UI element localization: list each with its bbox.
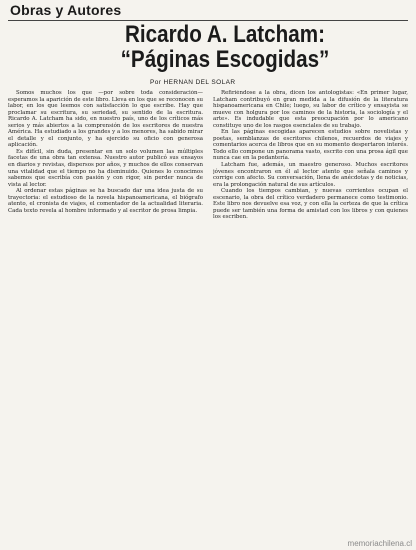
article-byline: Por HERNAN DEL SOLAR (150, 79, 236, 86)
paragraph: Es difícil, sin duda, presentar en un solo volumen las múltiples facetas de una obra tan extensa. Nuestro autor publicó sus ensayos en diarios y revistas, dispersos por años, y muchos de ellos conservan una vitalidad que el tiempo no ha disminuido. Quienes lo conocimos sabemos que escribía con pasión y con rigor, sin perder nunca de vista al lector. (8, 148, 203, 188)
column-right (213, 90, 408, 546)
headline-line-1: Ricardo A. Latcham: (125, 21, 325, 48)
section-label: Obras y Autores (10, 2, 122, 18)
paragraph: Latcham fue, además, un maestro generoso. Muchos escritores jóvenes encontraron en él al lector atento que señala caminos y corrige con afecto. Su conversación, llena de anécdotas y de noticias, era la prolongación natural de sus artículos. (213, 162, 408, 188)
source-watermark: memoriachilena.cl (347, 539, 412, 548)
column-left (8, 90, 203, 546)
paragraph: Cuando los tiempos cambian, y nuevas corrientes ocupan el escenario, la obra del crítico verdadero permanece como testimonio. Este libro nos devuelve esa voz, y con ella la certeza de que la crítica puede ser también una forma de amistad con los libros y con quienes los escriben. (213, 188, 408, 221)
headline-line-2: “Páginas Escogidas” (120, 46, 330, 73)
paragraph: Refiriéndose a la obra, dicen los antologistas: «En primer lugar, Latcham contribuyó en gran medida a la difusión de la literatura hispanoamericana en Chile; luego, su labor de crítico y ensayista se mueve con holgura por los caminos de la historia, la sociología y el arte». Es indudable que esta preocupación por lo americano constituye uno de los rasgos esenciales de su trabajo. (213, 90, 408, 129)
paragraph: Al ordenar estas páginas se ha buscado dar una idea justa de su trayectoria: el estudioso de la novela hispanoamericana, el biógrafo atento, el cronista de viajes, el comentador de la actualidad literaria. Cada texto revela al hombre informado y al escritor de prosa limpia. (8, 188, 203, 214)
article-body (8, 90, 408, 546)
article-headline (66, 22, 384, 72)
paragraph: En las páginas escogidas aparecen estudios sobre novelistas y poetas, semblanzas de escritores chilenos, recuerdos de viajes y comentarios acerca de libros que en su momento despertaron interés. Todo ello compone un panorama vasto, escrito con una prosa ágil que nunca cae en la pedantería. (213, 129, 408, 162)
paragraph: Somos muchos los que —por sobre toda consideración— esperamos la aparición de este libro. Lleva en los que se reconocen su labor, en los que leemos con satisfacción lo que escribe. Hay que proclamar su escritura, su seriedad, su sentido de la escritura. Ricardo A. Latcham ha sido, en nuestro país, uno de los críticos más serios y más abiertos a la comprensión de los escritores de nuestra América. Ha estudiado a los grandes y a los menores, ha sabido mirar el detalle y el conjunto, y ha ejercido su oficio con generosa aplicación. (8, 90, 203, 149)
